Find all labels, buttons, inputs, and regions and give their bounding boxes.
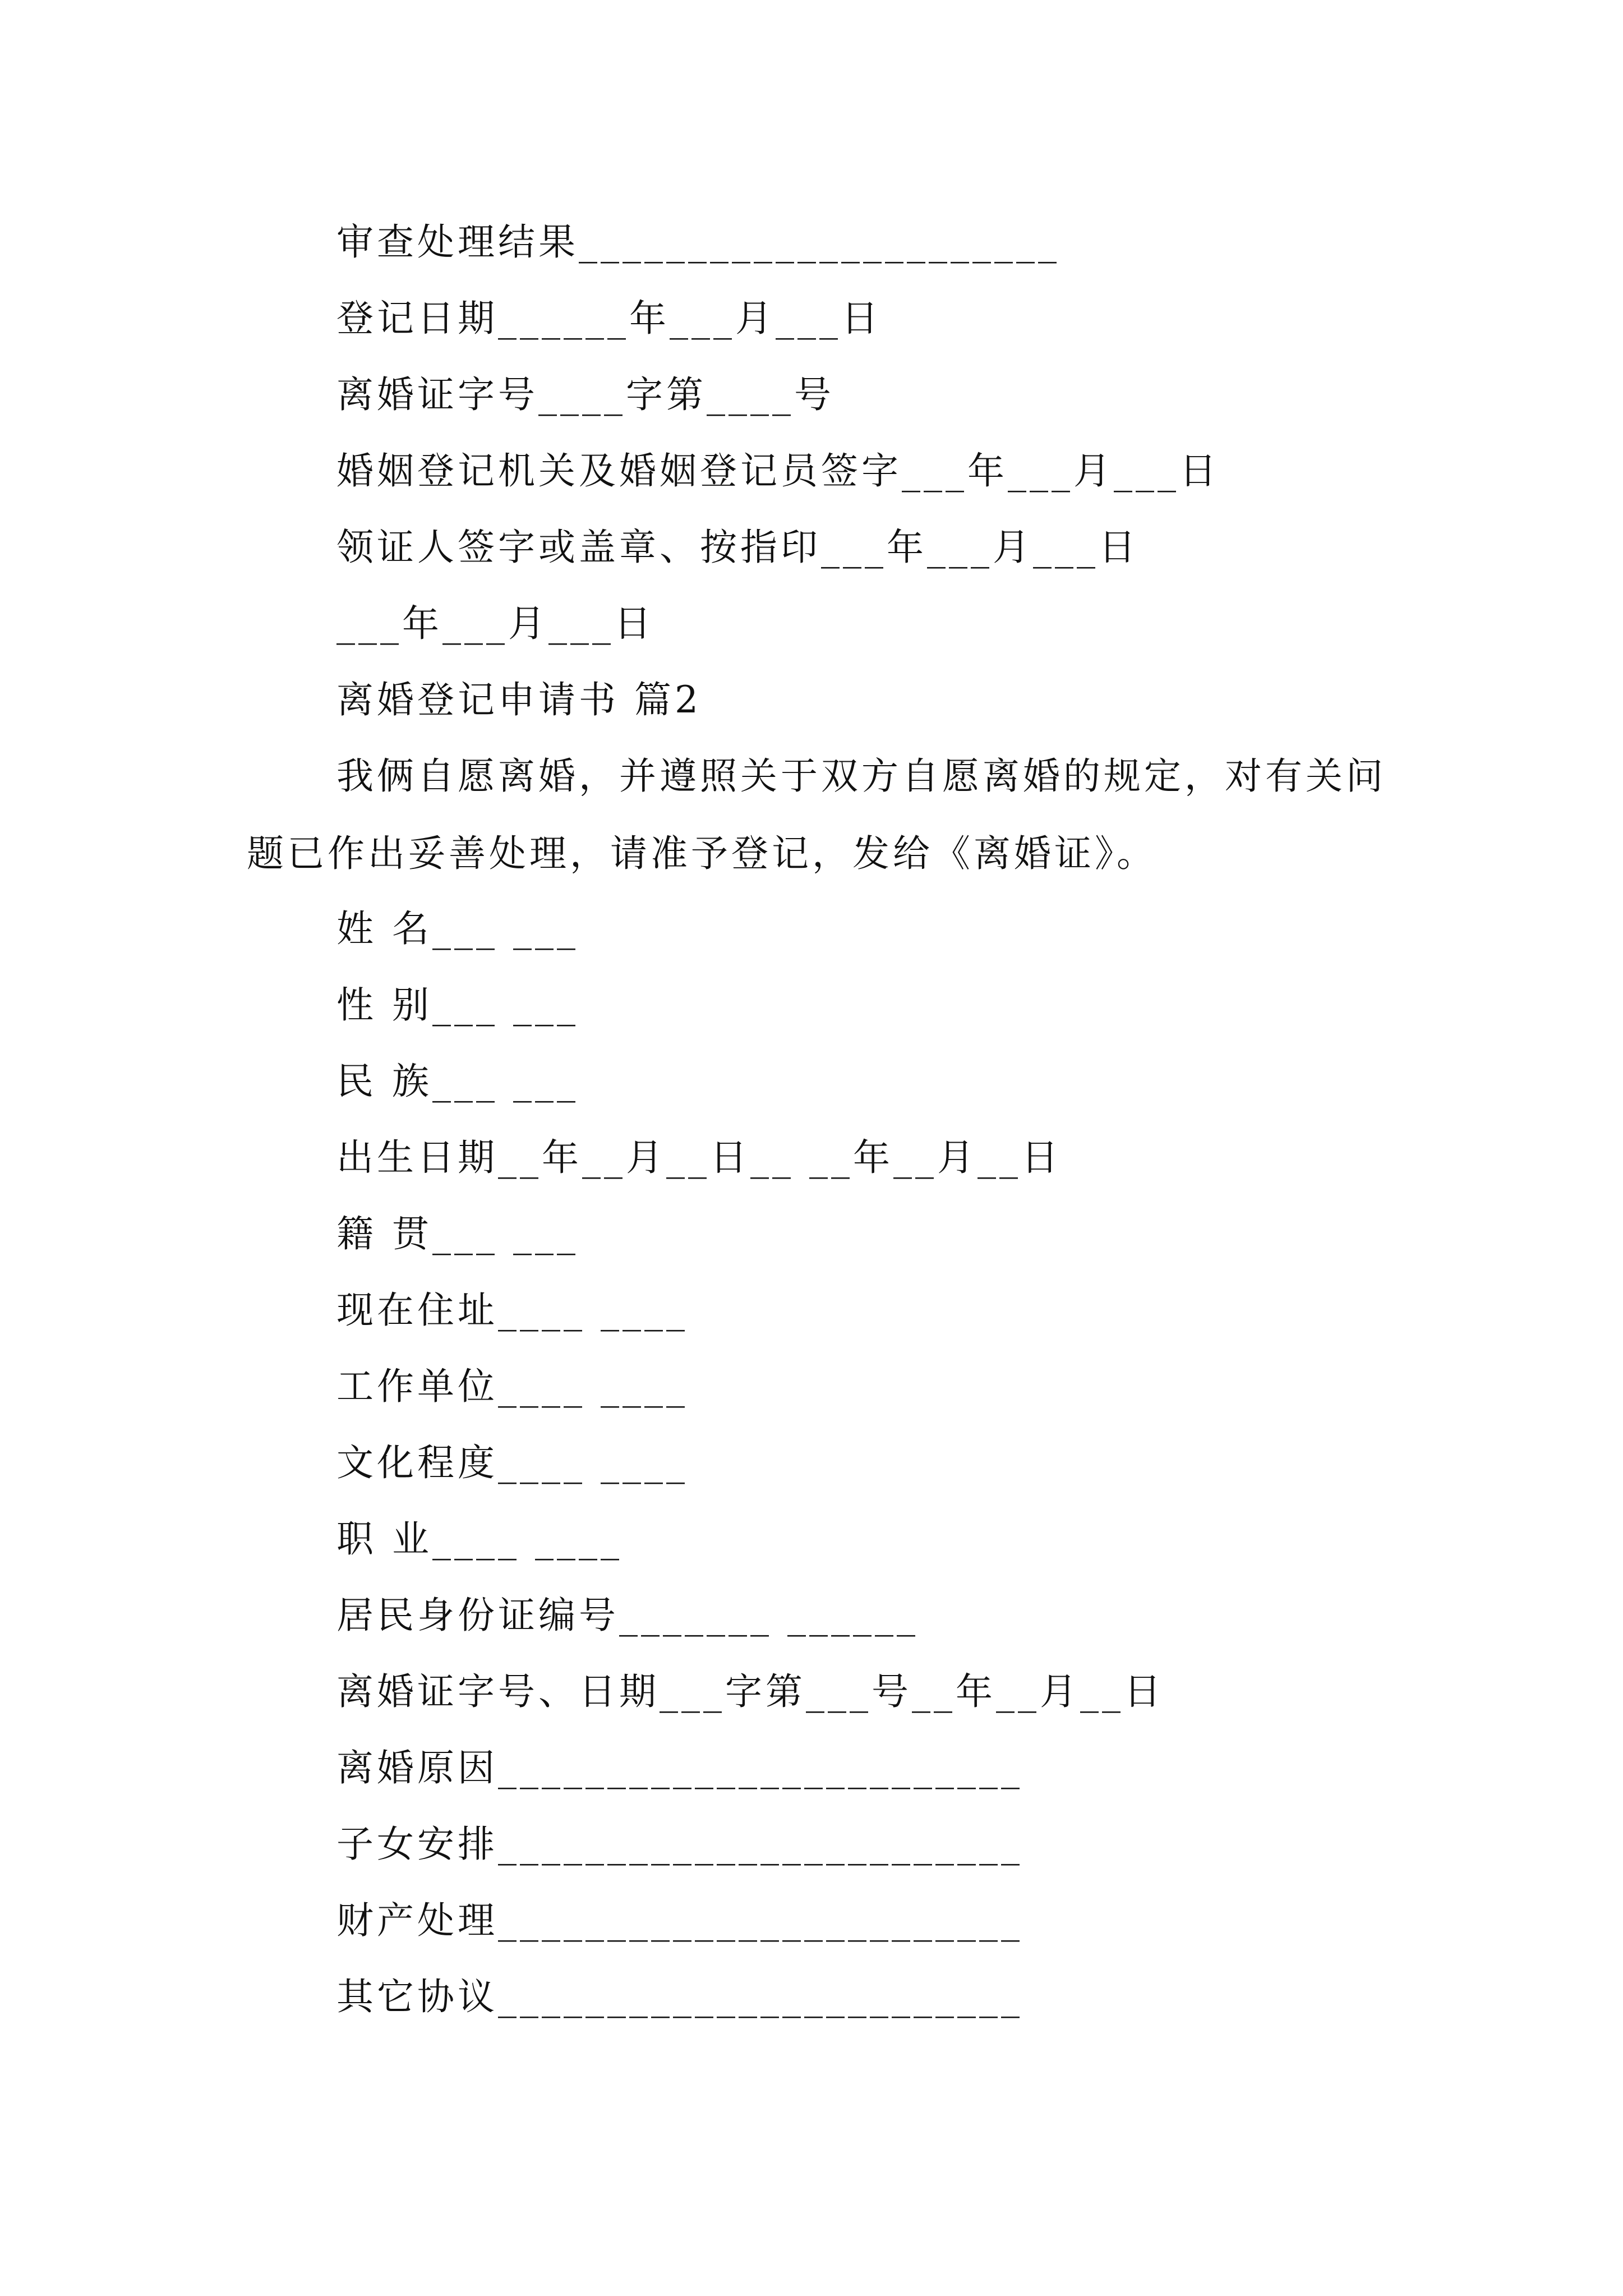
field-child-arrangement: 子女安排________________________ [336,1823,1023,1866]
registration-date-line: 登记日期______年___月___日 [336,297,882,340]
field-gender: 性 别___ ___ [336,983,579,1027]
field-birth-date: 出生日期__年__月__日__ __年__月__日 [336,1136,1062,1179]
declaration-paragraph: 我俩自愿离婚，并遵照关于双方自愿离婚的规定，对有关问题已作出妥善处理，请准予登记，发给《离婚证》。 [247,754,1386,875]
field-employer: 工作单位____ ____ [336,1365,688,1408]
field-native-place: 籍 贯___ ___ [336,1212,579,1255]
field-property-handling: 财产处理________________________ [336,1899,1023,1942]
field-divorce-certificate: 离婚证字号、日期___字第___号__年__月__日 [336,1670,1164,1713]
recipient-signature-line: 领证人签字或盖章、按指印___年___月___日 [336,526,1139,569]
section-heading: 离婚登记申请书 篇2 [336,678,702,721]
review-result-line: 审查处理结果______________________ [336,220,1060,264]
field-divorce-reason: 离婚原因________________________ [336,1746,1023,1789]
field-name: 姓 名___ ___ [336,907,579,950]
field-ethnicity: 民 族___ ___ [336,1060,579,1103]
certificate-number-line: 离婚证字号____字第____号 [336,373,834,416]
field-current-address: 现在住址____ ____ [336,1289,688,1332]
field-occupation: 职 业____ ____ [336,1517,623,1561]
date-line: ___年___月___日 [336,602,654,645]
field-other-agreement: 其它协议________________________ [336,1975,1023,2018]
field-id-number: 居民身份证编号_______ ______ [336,1594,919,1637]
registrar-signature-line: 婚姻登记机关及婚姻登记员签字___年___月___日 [336,449,1220,493]
field-education: 文化程度____ ____ [336,1441,688,1484]
